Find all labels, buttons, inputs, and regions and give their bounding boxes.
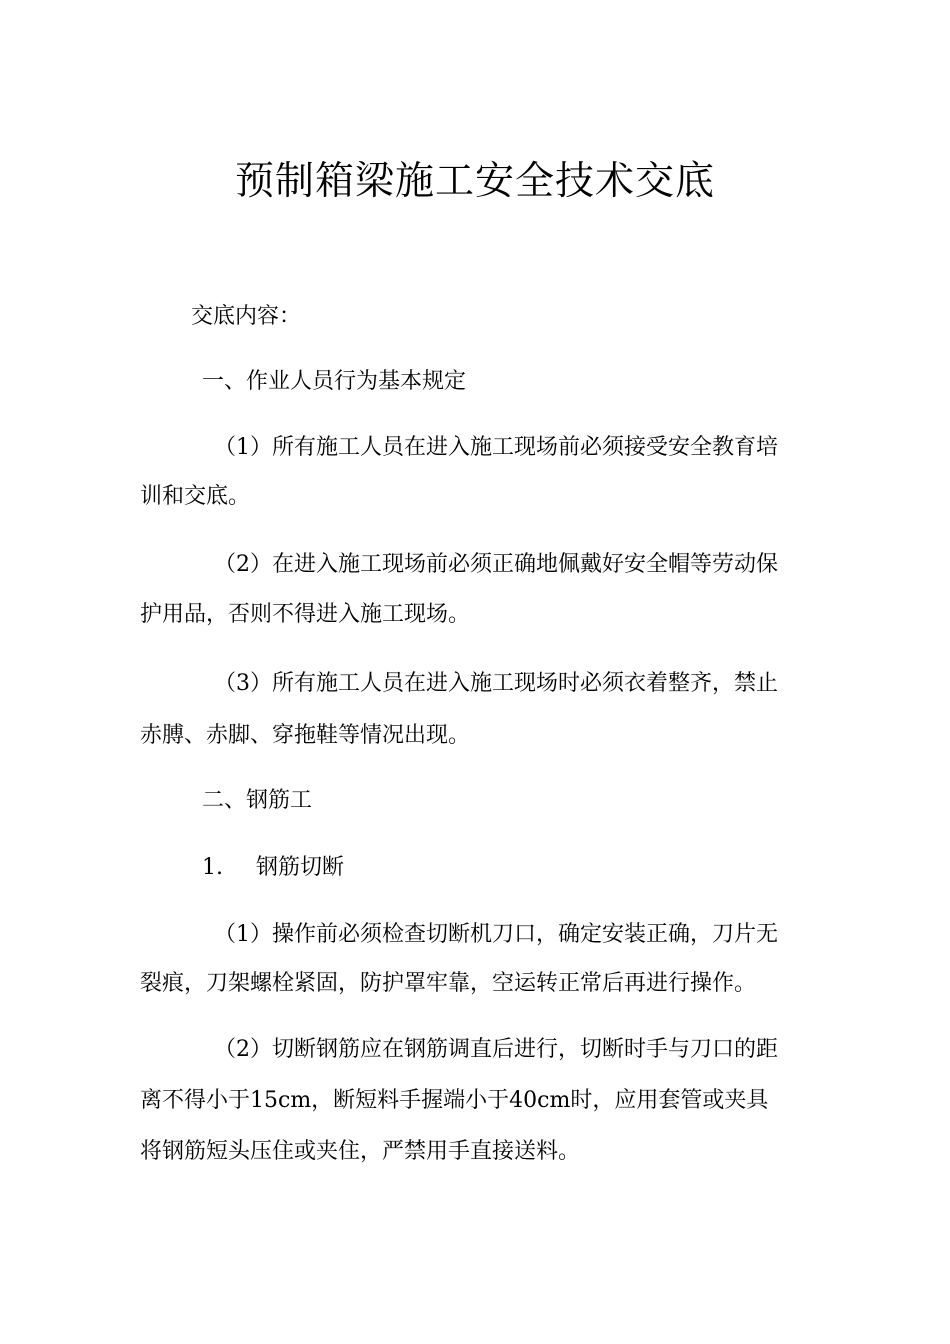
section-1-heading: 一、作业人员行为基本规定 [202, 369, 467, 394]
subsection-1-title: 钢筋切断 [256, 855, 345, 880]
intro-label: 交底内容： [191, 304, 302, 329]
section-2-heading: 二、钢筋工 [202, 788, 313, 813]
subsection-1-heading [202, 853, 344, 883]
section-1-item-2-line-2: 护用品，否则不得进入施工现场。 [140, 602, 471, 627]
section-1-item-3-line-1: （3）所有施工人员在进入施工现场时必须衣着整齐，禁止 [214, 671, 778, 696]
section-1-item-2-line-1: （2）在进入施工现场前必须正确地佩戴好安全帽等劳动保 [214, 552, 778, 577]
subsection-1-item-1-line-2: 裂痕，刀架螺栓紧固，防护罩牢靠，空运转正常后再进行操作。 [140, 971, 757, 996]
subsection-1-item-2-line-1: （2）切断钢筋应在钢筋调直后进行，切断时手与刀口的距 [214, 1037, 778, 1062]
subsection-1-item-2-line-2: 离不得小于15cm，断短料手握端小于40cm时，应用套管或夹具 [140, 1088, 769, 1113]
section-1-item-1-line-2: 训和交底。 [140, 484, 251, 509]
section-1-item-3-line-2: 赤膊、赤脚、穿拖鞋等情况出现。 [140, 723, 471, 748]
subsection-1-item-2-line-3: 将钢筋短头压住或夹住，严禁用手直接送料。 [140, 1139, 581, 1164]
section-1-item-1-line-1: （1）所有施工人员在进入施工现场前必须接受安全教育培 [214, 435, 778, 460]
document-title: 预制箱梁施工安全技术交底 [234, 159, 715, 204]
subsection-1-item-1-line-1: （1）操作前必须检查切断机刀口，确定安装正确，刀片无 [214, 922, 778, 947]
subsection-1-number: 1. [202, 855, 223, 880]
